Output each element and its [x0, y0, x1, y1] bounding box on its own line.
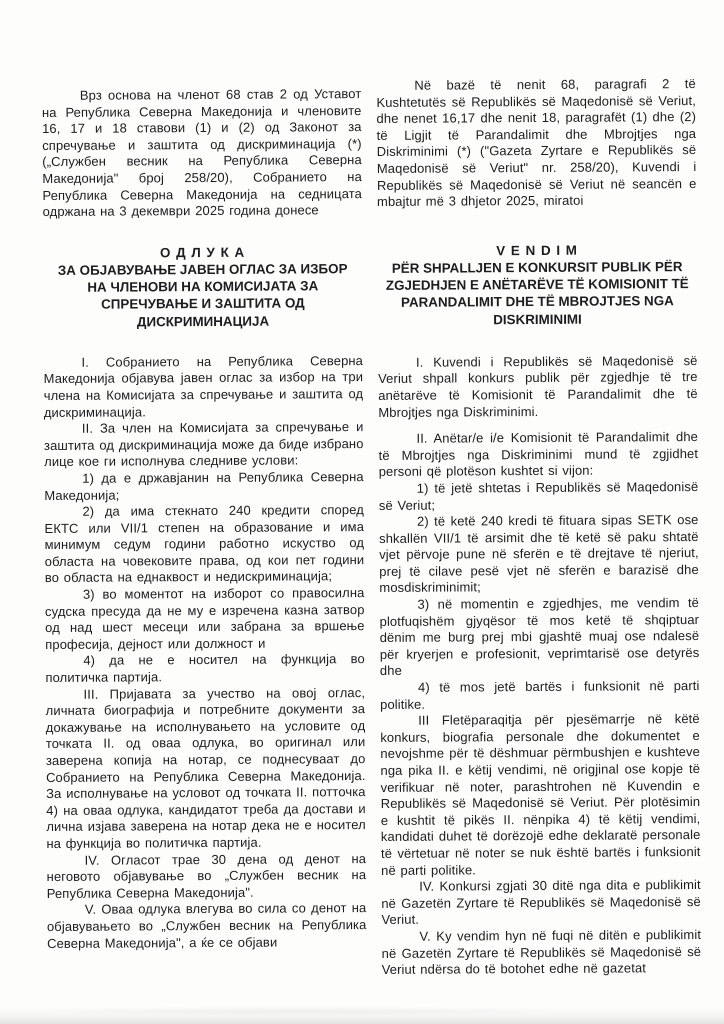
paragraph-sq-2-item-3: 3) në momentin e zgjedhjes, me vendim të plotfuqishëm gjyqësor të mos ketë të shqiptuar dënim me burg prej mbi gjashtë muaj ose ndalesë për kryerjen e profesionit, veprimtarisë ose detyrës dhe — [379, 595, 700, 679]
paragraph-mk-2-item-3: 3) во моментот на изборот со правосилна судска пресуда да не му е изречена казна затвор од над шест месеци или забрана за вршење професија, дејност или должност и — [44, 585, 365, 652]
paragraph-mk-2-item-2: 2) да има стекнато 240 кредити според ЕКТС или VII/1 степен на образование и има минимум седум години работно искуство од областа на човековите права, од кои пет години во областа на еднаквост и недискриминација; — [44, 502, 365, 586]
paragraph-sq-4: IV. Konkursi zgjati 30 ditë nga dita e publikimit në Gazetën Zyrtare të Republikës së Maqedonisë së Veriut. — [381, 877, 701, 928]
intro-paragraph-sq: Në bazë të nenit 68, paragrafi 2 të Kushtetutës së Republikës së Maqedonisë së Veriut, dhe nenet 16,17 dhe nenit 18, paragrafët (1) dhe (2) të Ligjit të Parandalimit dhe Mbrojtjes nga Diskriminimi (*) ("Gazeta Zyrtare e Republikës së Maqedonisë së Veriut" nr. 258/20), Kuvendi i Republikës së Maqedonisë së Veriut në seancën e mbajtur më 3 dhjetor 2025, miratoi — [376, 76, 697, 210]
paragraph-sq-5: V. Ky vendim hyn në fuqi në ditën e publikimit në Gazetën Zyrtare të Republikës së Maqedonisë së Veriut ndërsa do të botohet edhe në gazetat — [381, 926, 702, 978]
title-word-sq: V E N D I M — [496, 242, 578, 258]
title-subtitle-mk: ЗА ОБЈАВУВАЊЕ ЈАВЕН ОГЛАС ЗА ИЗБОР НА ЧЛЕНОВИ НА КОМИСИЈАТА ЗА СПРЕЧУВАЊЕ И ЗАШТИТА ОД ДИСКРИМИНАЦИЈА — [57, 261, 348, 329]
paragraph-mk-4: IV. Огласот трае 30 дена од денот на неговото објавување во „Службен весник на Република Северна Македонија". — [46, 850, 367, 901]
paragraph-mk-3: III. Пријавата за учество на овој оглас, личната биографија и потребните документи за докажување на исполнувањето на условите од точката II. од оваа одлука, во оригинал или заверена копија на нотар, се поднесуваат до Собранието на Република Северна Македонија. За исполнување на условот од точката II. потточка 4) на оваа одлука, кандидатот треба да достави и лична изјава заверена на нотар дека не е носител на функција во политичка партија. — [45, 684, 366, 851]
paragraph-mk-1: I. Собранието на Република Северна Македонија објавува јавен оглас за избор на три члена на Комисијата за спречување и заштита од дискриминација. — [43, 352, 364, 420]
paragraph-sq-2: II. Anëtar/e i/e Komisionit të Parandalimit dhe të Mbrojtjes nga Diskriminimi mund të zgjidhet personi që plotëson kushtet si vijon: — [378, 429, 699, 480]
intro-paragraph-mk: Врз основа на членот 68 став 2 од Уставот на Република Северна Македонија и членовите 16, 17 и 18 ставови (1) и (2) од Законот за спречување и заштита од дискриминација (*) („Службен весник на Република Северна Македонија" број 258/20), Собранието на Република Северна Македонија на седницата одржана на 3 декември 2025 година донесе — [41, 86, 363, 220]
paragraph-sq-3: III Fletëparaqitja për pjesëmarrje në këtë konkurs, biografia personale dhe dokumentet e nevojshme për të dëshmuar përmbushjen e kushteve nga pika II. e këtij vendimi, në origjinal ose kopje të verifikuar në noter, parashtrohen në Kuvendin e Republikës së Maqedonisë së Veriut. Për plotësimin e kushtit të pikës II. nënpika 4) të këtij vendimi, kandidati duhet të dorëzojë edhe deklaratë personale të vërtetuar në noter se nuk është bartës i funksionit në parti politike. — [380, 711, 701, 878]
title-subtitle-sq: PËR SHPALLJEN E KONKURSIT PUBLIK PËR ZGJEDHJEN E ANËTARËVE TË KOMISIONIT TË PARANDALIMIT DHE TË MBROJTJES NGA DISKRIMINIMI — [385, 259, 689, 327]
paragraph-mk-2-item-4: 4) да не е носител на функција во политичка партија. — [45, 651, 365, 686]
macedonian-column — [42, 86, 367, 981]
paragraph-mk-2-item-1: 1) да е државјанин на Република Северна Македонија; — [44, 468, 364, 503]
scan-artifact-bottom-edge — [0, 1008, 724, 1024]
paragraph-sq-2-item-1: 1) të jetë shtetas i Republikës së Maqedonisë së Veriut; — [378, 478, 699, 513]
title-word-mk: О Д Л У К А — [159, 244, 246, 261]
two-column-layout — [41, 76, 702, 981]
paragraph-mk-2: II. За член на Комисијата за спречување и заштита од дискриминација може да биде избрано лице кое ги исполнува следниве услови: — [43, 419, 364, 470]
paragraph-mk-5: V. Оваа одлука влегува во сила со денот на објавувањето во „Службен весник на Република Северна Македонија", а ќе се објави — [46, 900, 367, 951]
paragraph-sq-2-item-4: 4) të mos jetë bartës i funksionit në parti politike. — [380, 678, 700, 712]
paragraph-sq-2-item-2: 2) të ketë 240 kredi të fituara sipas SETK ose shkallën VII/1 të arsimit dhe të ketë së paku shtatë vjet përvoje pune në sferën e të drejtave të njeriut, prej të cilave pesë vjet në sferën e barazisë dhe mosdiskriminimit; — [379, 512, 699, 596]
decision-title-mk — [47, 243, 359, 331]
albanian-column — [376, 76, 701, 979]
decision-title-sq — [381, 241, 693, 329]
paragraph-sq-1: I. Kuvendi i Republikës së Maqedonisë së Veriut shpall konkurs publik për zgjedhje të tre anëtarëve të Komisionit të Parandalimit dhe të Mbrojtjes nga Diskriminimi. — [378, 352, 698, 420]
